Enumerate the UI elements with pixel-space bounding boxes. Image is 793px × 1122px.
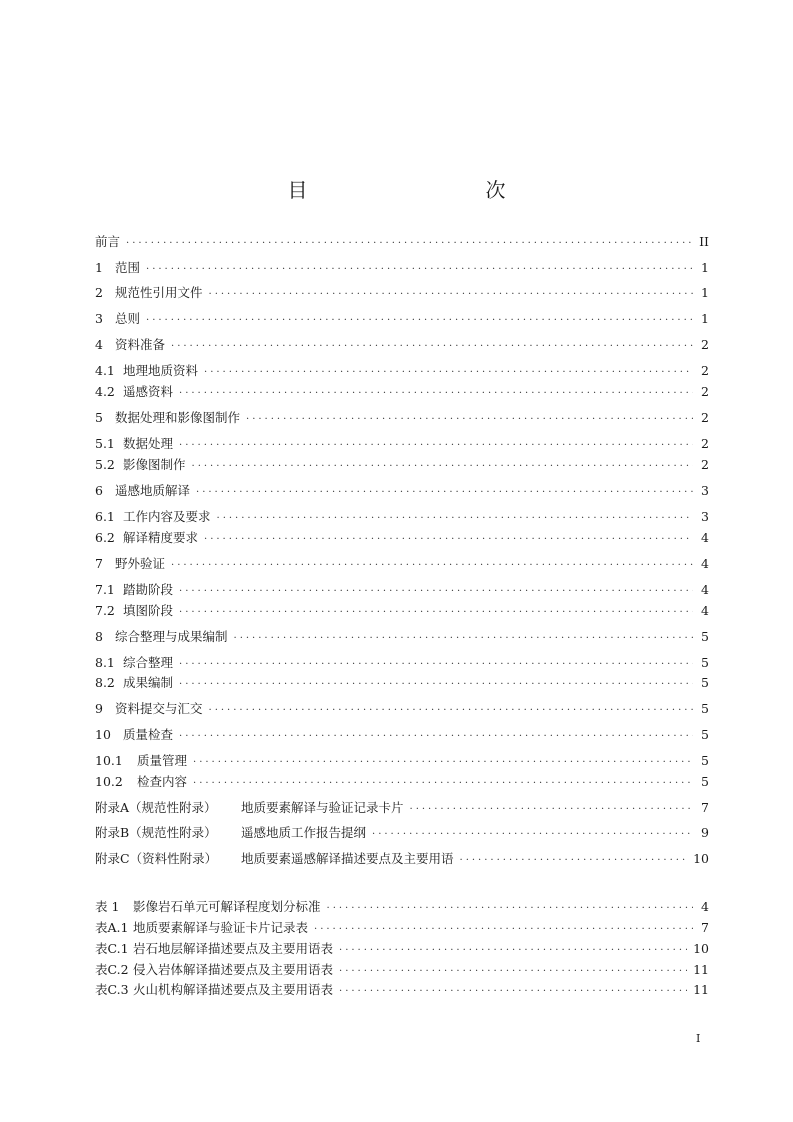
entry-number: 8.1 <box>95 654 115 670</box>
entry-number: 5.2 <box>95 456 115 472</box>
entry-title: 数据处理 <box>123 436 174 451</box>
entry-title: 规范性引用文件 <box>115 285 203 300</box>
toc-entry[interactable] <box>95 336 709 352</box>
entry-title: 质量检查 <box>123 727 174 742</box>
entry-title: 资料提交与汇交 <box>115 701 203 716</box>
entry-page-number: 5 <box>701 674 709 690</box>
toc-entry[interactable] <box>95 435 709 451</box>
toc-entry[interactable] <box>95 799 709 815</box>
dot-leader <box>193 773 693 789</box>
toc-entry[interactable] <box>95 700 709 716</box>
dot-leader <box>146 259 693 275</box>
entry-page-number: 1 <box>701 310 709 326</box>
entry-page-number: 4 <box>701 555 709 571</box>
entry-number: 8 <box>95 628 103 644</box>
dot-leader <box>179 726 693 742</box>
dot-leader <box>192 456 693 472</box>
dot-leader <box>209 700 693 716</box>
dot-leader <box>460 850 688 866</box>
entry-title: 资料准备 <box>115 337 166 352</box>
entry-page-number: 5 <box>701 654 709 670</box>
entry-number: 6 <box>95 482 103 498</box>
entry-number: 表C.2 <box>95 962 129 977</box>
toc-entry[interactable] <box>95 628 709 644</box>
entry-page-number: 2 <box>701 362 709 378</box>
entry-title: 数据处理和影像图制作 <box>115 410 241 425</box>
dot-leader <box>339 981 687 997</box>
entry-page-number: 2 <box>701 336 709 352</box>
table-list-entry[interactable] <box>95 940 709 956</box>
entry-title: 野外验证 <box>115 556 166 571</box>
entry-page-number: 4 <box>701 898 709 914</box>
dot-leader <box>171 336 693 352</box>
entry-title: 影像图制作 <box>123 457 186 472</box>
toc-entry[interactable] <box>95 555 709 571</box>
dot-leader <box>209 284 693 300</box>
toc-entry[interactable] <box>95 824 709 840</box>
entry-page-number: 1 <box>701 259 709 275</box>
entry-title: 踏勘阶段 <box>123 582 174 597</box>
dot-leader <box>217 508 693 524</box>
dot-leader <box>193 752 693 768</box>
entry-title: 成果编制 <box>123 675 174 690</box>
toc-entry[interactable] <box>95 259 709 275</box>
entry-page-number: 10 <box>693 850 709 866</box>
entry-page-number: 4 <box>701 602 709 618</box>
entry-title: 遥感地质工作报告提纲 <box>241 825 367 840</box>
entry-page-number: 5 <box>701 726 709 742</box>
entry-number: 附录C（资料性附录） <box>95 851 218 866</box>
toc-entry[interactable] <box>95 602 709 618</box>
toc-entry[interactable] <box>95 482 709 498</box>
entry-title: 工作内容及要求 <box>123 509 211 524</box>
toc-entry[interactable] <box>95 508 709 524</box>
entry-number: 6.1 <box>95 508 115 524</box>
entry-number: 2 <box>95 284 103 300</box>
toc-entry[interactable] <box>95 362 709 378</box>
entry-number: 5.1 <box>95 435 115 451</box>
toc-entry[interactable] <box>95 529 709 545</box>
table-list-entry[interactable] <box>95 961 709 977</box>
toc-entry[interactable] <box>95 850 709 866</box>
entry-title: 范围 <box>115 260 141 275</box>
entry-page-number: 7 <box>701 919 709 935</box>
toc-entry[interactable] <box>95 773 709 789</box>
dot-leader <box>179 602 693 618</box>
entry-title: 地质要素解译与验证卡片记录表 <box>133 920 309 935</box>
entry-title: 填图阶段 <box>123 603 174 618</box>
entry-title: 遥感地质解译 <box>115 483 191 498</box>
dot-leader <box>204 529 693 545</box>
entry-title: 质量管理 <box>137 753 188 768</box>
dot-leader <box>179 435 693 451</box>
entry-page-number: 5 <box>701 628 709 644</box>
dot-leader <box>146 310 693 326</box>
toc-entry[interactable] <box>95 310 709 326</box>
entry-number: 附录B（规范性附录） <box>95 825 217 840</box>
dot-leader <box>179 383 693 399</box>
table-list-entry[interactable] <box>95 919 709 935</box>
dot-leader <box>339 940 687 956</box>
toc-entry[interactable] <box>95 726 709 742</box>
entry-title: 地质要素解译与验证记录卡片 <box>241 800 404 815</box>
dot-leader <box>126 233 693 249</box>
entry-number: 附录A（规范性附录） <box>95 800 217 815</box>
entry-page-number: 3 <box>701 508 709 524</box>
entry-page-number: 4 <box>701 581 709 597</box>
entry-number: 10.1 <box>95 752 123 768</box>
entry-title: 岩石地层解译描述要点及主要用语表 <box>133 941 334 956</box>
toc-entry[interactable] <box>95 233 709 249</box>
entry-number: 7.1 <box>95 581 115 597</box>
entry-number: 表A.1 <box>95 920 129 935</box>
dot-leader <box>410 799 693 815</box>
dot-leader <box>327 898 693 914</box>
entry-title: 火山机构解译描述要点及主要用语表 <box>133 982 334 997</box>
dot-leader <box>246 409 693 425</box>
entry-title: 遥感资料 <box>123 384 174 399</box>
entry-number: 5 <box>95 409 103 425</box>
entry-page-number: II <box>699 233 709 249</box>
toc-entry[interactable] <box>95 752 709 768</box>
toc-entry[interactable] <box>95 581 709 597</box>
entry-title: 检查内容 <box>137 774 188 789</box>
entry-title: 前言 <box>95 234 121 249</box>
entry-number: 9 <box>95 700 103 716</box>
entry-page-number: 2 <box>701 383 709 399</box>
dot-leader <box>314 919 693 935</box>
entry-number: 10.2 <box>95 773 123 789</box>
table-list-entry[interactable] <box>95 898 709 914</box>
entry-page-number: 11 <box>693 961 709 977</box>
entry-number: 3 <box>95 310 103 326</box>
entry-number: 4 <box>95 336 103 352</box>
dot-leader <box>179 581 693 597</box>
page-title: 目 次 <box>287 178 552 202</box>
dot-leader <box>179 674 693 690</box>
entry-page-number: 7 <box>701 799 709 815</box>
entry-title: 地质要素遥感解译描述要点及主要用语 <box>241 851 454 866</box>
entry-title: 综合整理与成果编制 <box>115 629 228 644</box>
dot-leader <box>234 628 693 644</box>
entry-number: 7 <box>95 555 103 571</box>
dot-leader <box>196 482 693 498</box>
dot-leader <box>339 961 687 977</box>
entry-page-number: 11 <box>693 981 709 997</box>
entry-number: 表 1 <box>95 899 120 914</box>
entry-number: 7.2 <box>95 602 115 618</box>
entry-page-number: 10 <box>693 940 709 956</box>
entry-number: 10 <box>95 726 111 742</box>
toc-entry[interactable] <box>95 409 709 425</box>
toc-entry[interactable] <box>95 383 709 399</box>
entry-title: 综合整理 <box>123 655 174 670</box>
entry-title: 解译精度要求 <box>123 530 199 545</box>
toc-entry[interactable] <box>95 654 709 670</box>
entry-page-number: 2 <box>701 456 709 472</box>
entry-number: 6.2 <box>95 529 115 545</box>
entry-page-number: 1 <box>701 284 709 300</box>
entry-page-number: 4 <box>701 529 709 545</box>
entry-title: 侵入岩体解译描述要点及主要用语表 <box>133 962 334 977</box>
dot-leader <box>179 654 693 670</box>
page-number: I <box>696 1032 701 1045</box>
dot-leader <box>204 362 693 378</box>
table-list-entry[interactable] <box>95 981 709 997</box>
entry-page-number: 2 <box>701 435 709 451</box>
entry-page-number: 5 <box>701 773 709 789</box>
entry-number: 4.1 <box>95 362 115 378</box>
entry-title: 影像岩石单元可解译程度划分标准 <box>133 899 321 914</box>
entry-page-number: 3 <box>701 482 709 498</box>
entry-page-number: 2 <box>701 409 709 425</box>
entry-number: 表C.3 <box>95 982 129 997</box>
entry-number: 1 <box>95 259 103 275</box>
entry-number: 表C.1 <box>95 941 129 956</box>
dot-leader <box>372 824 693 840</box>
entry-page-number: 5 <box>701 700 709 716</box>
entry-page-number: 5 <box>701 752 709 768</box>
entry-number: 8.2 <box>95 674 115 690</box>
toc-entry[interactable] <box>95 284 709 300</box>
dot-leader <box>171 555 693 571</box>
toc-entry[interactable] <box>95 674 709 690</box>
entry-page-number: 9 <box>701 824 709 840</box>
entry-title: 地理地质资料 <box>123 363 199 378</box>
entry-title: 总则 <box>115 311 141 326</box>
entry-number: 4.2 <box>95 383 115 399</box>
toc-entry[interactable] <box>95 456 709 472</box>
